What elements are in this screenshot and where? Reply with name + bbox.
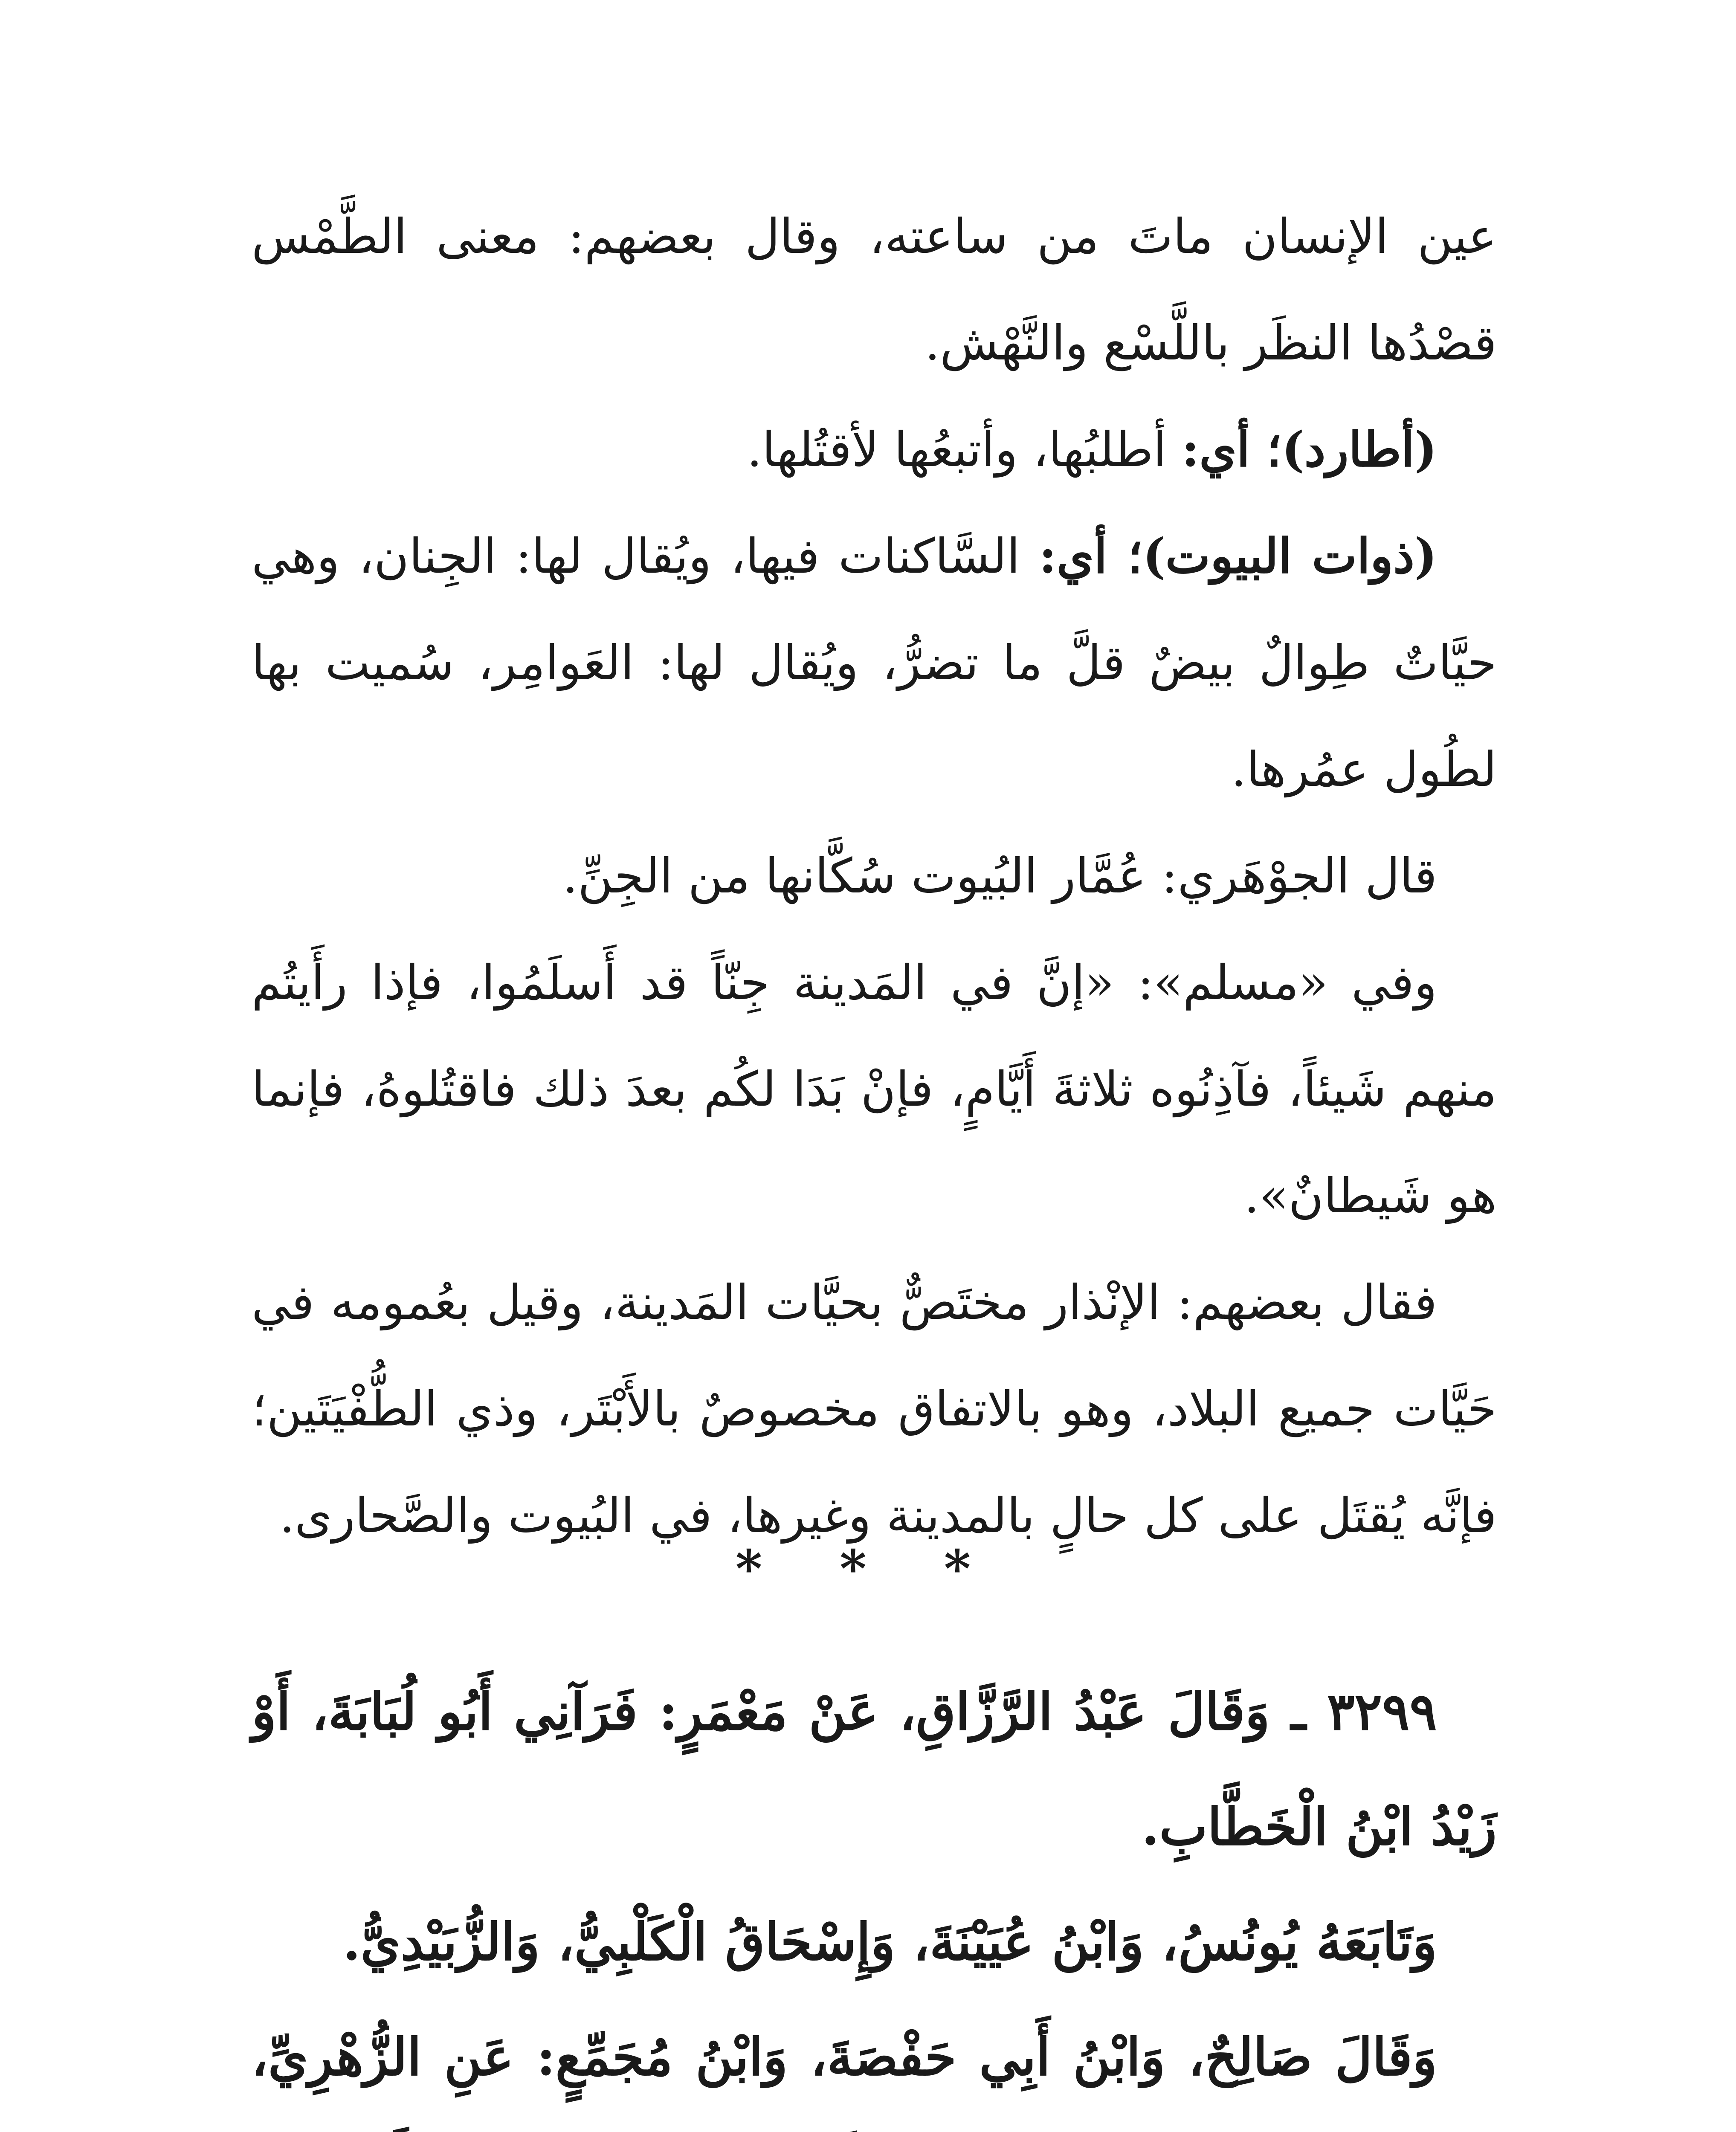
term-heading: (أطارد)؛ أي: (1181, 422, 1437, 478)
commentary-paragraph: قال الجوْهَري: عُمَّار البُيوت سُكَّانها من الجِنِّ. (562, 849, 1437, 904)
section-separator: * * * (735, 1539, 1001, 1599)
term-explanation: السَّاكنات فيها، ويُقال لها: الجِنان، وهي حيَّاتٌ طِوالٌ بيضٌ قلَّ ما تضرُّ، ويُقال لها: العَوامِر، سُميت بها لطُول عمُرها. (252, 529, 1497, 797)
hadith-paragraph: ٣٢٩٩ ـ وَقَالَ عَبْدُ الرَّزَّاقِ، عَنْ مَعْمَرٍ: فَرَآنِي أَبُو لُبَابَةَ، أَوْ زَيْدُ ابْنُ الْخَطَّابِ. (252, 1682, 1497, 1857)
term-heading: (ذوات البيوت)؛ أي: (1039, 528, 1437, 584)
hadith-paragraph: وَتَابَعَهُ يُونُسُ، وَابْنُ عُيَيْنَةَ، وَإِسْحَاقُ الْكَلْبِيُّ، وَالزُّبَيْدِيُّ. (342, 1912, 1437, 1972)
commentary-paragraph (252, 503, 1497, 823)
commentary-section (252, 183, 1497, 1569)
term-explanation: أطلبُها، وأتبعُها لأقتُلها. (747, 422, 1182, 478)
commentary-paragraph: وفي «مسلم»: «إنَّ في المَدينة جِنّاً قد أَسلَمُوا، فإذا رأَيتُم منهم شَيئاً، فآذِنُوه ثلاثةَ أَيَّامٍ، فإنْ بَدَا لكُم بعدَ ذلك فاقتُلوهُ، فإنما هو شَيطانٌ». (252, 955, 1497, 1224)
commentary-paragraph: فقال بعضهم: الإنْذار مختَصٌّ بحيَّات المَدينة، وقيل بعُمومه في حَيَّات جميع البلاد، وهو بالاتفاق مخصوصٌ بالأَبْتَر، وذي الطُّفْيَتَين؛ فإنَّه يُقتَل على كل حالٍ بالمدينة وغيرها، في البُيوت والصَّحارى. (252, 1275, 1497, 1544)
commentary-paragraph: عين الإنسان ماتَ من ساعته، وقال بعضهم: معنى الطَّمْس قصْدُها النظَر باللَّسْع والنَّهْش. (252, 209, 1497, 371)
hadith-section (252, 1654, 1497, 2132)
hadith-paragraph: وَقَالَ صَالِحٌ، وَابْنُ أَبِي حَفْصَةَ، وَابْنُ مُجَمِّعٍ: عَنِ الزُّهْرِيِّ، (252, 2027, 1437, 2087)
commentary-paragraph (252, 397, 1497, 503)
